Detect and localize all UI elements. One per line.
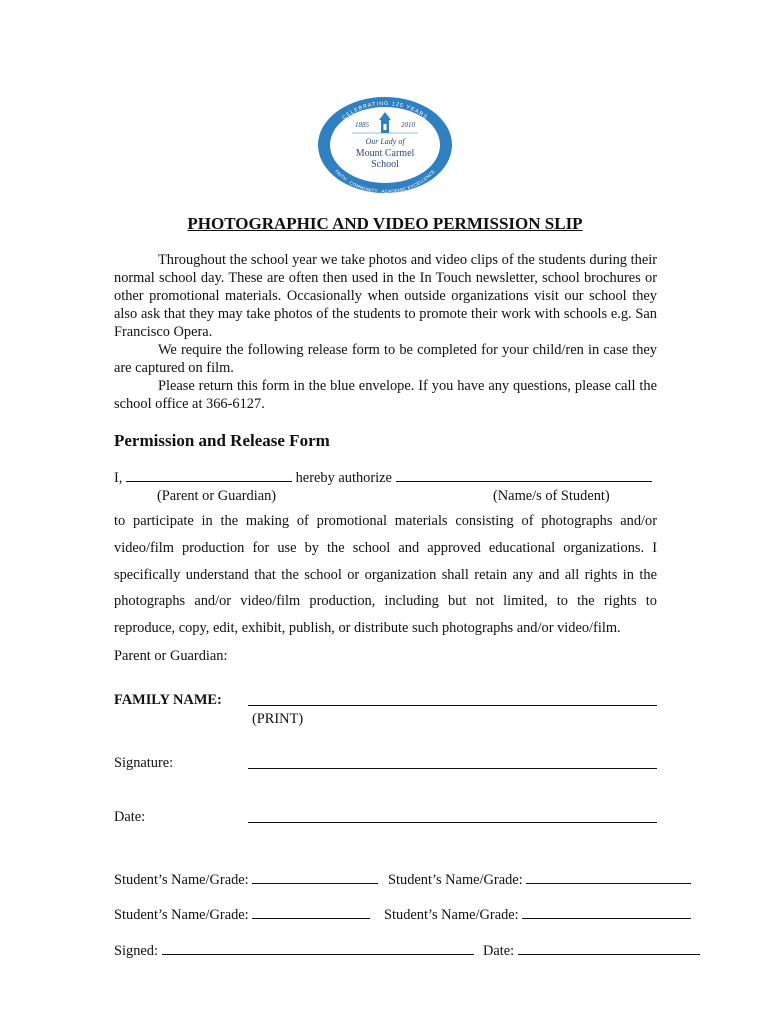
logo-line3: School (371, 159, 399, 170)
school-logo (316, 95, 454, 195)
family-name-label: FAMILY NAME: (114, 692, 222, 708)
student-row-1 (114, 871, 378, 889)
signature-label: Signature: (114, 755, 174, 771)
authorize-line (114, 469, 652, 487)
logo-ring-text-bottom: FAITH · COMMUNITY · ACADEMIC EXCELLENCE (334, 168, 436, 195)
student-grade-field-1[interactable] (252, 871, 378, 884)
student-grade-field-3[interactable] (252, 906, 370, 919)
student-caption: (Name/s of Student) (493, 488, 610, 504)
logo-year-end: 2010 (401, 121, 415, 129)
student-row-2 (114, 906, 370, 924)
intro-paragraph-3: Please return this form in the blue envelope. If you have any questions, please call the school office at 366-6127. (114, 378, 657, 412)
student-grade-field-2[interactable] (526, 871, 691, 884)
signed-row (114, 942, 474, 960)
signed-field[interactable] (162, 942, 474, 955)
student-grade-label: Student’s Name/Grade: (388, 872, 523, 888)
signed-date-row (483, 942, 700, 960)
logo-ring-text-top: CELEBRATING 125 YEARS (341, 100, 429, 122)
signed-date-label: Date: (483, 943, 515, 959)
signature-field[interactable] (248, 768, 657, 769)
logo-line2: Mount Carmel (355, 148, 415, 159)
student-grade-label: Student’s Name/Grade: (114, 907, 249, 923)
form-heading: Permission and Release Form (114, 431, 330, 450)
parent-caption: (Parent or Guardian) (157, 488, 277, 504)
student-grade-label: Student’s Name/Grade: (114, 872, 249, 888)
parent-guardian-label: Parent or Guardian: (114, 648, 228, 664)
signed-label: Signed: (114, 943, 158, 959)
student-row-2b (384, 906, 691, 924)
date-field[interactable] (248, 822, 657, 823)
authorize-label: hereby authorize (295, 470, 392, 486)
signed-date-field[interactable] (518, 942, 700, 955)
page-title: PHOTOGRAPHIC AND VIDEO PERMISSION SLIP (187, 214, 583, 233)
date-label: Date: (114, 809, 146, 825)
student-grade-field-4[interactable] (522, 906, 691, 919)
student-names-blank[interactable] (396, 469, 652, 482)
intro-paragraph-2: We require the following release form to be completed for your child/ren in case they are captured on film. (114, 342, 657, 376)
intro-paragraph-1: Throughout the school year we take photos and video clips of the students during their normal school day. These are often then used in the In Touch newsletter, school brochures or other promotional materials. Occasionally when outside organizations visit our school they also ask that they may take photos of the students to promote their work with schools e.g. San Francisco Opera. (114, 252, 657, 340)
parent-name-blank[interactable] (126, 469, 292, 482)
student-row-1b (388, 871, 691, 889)
print-caption: (PRINT) (252, 711, 304, 727)
logo-year-start: 1885 (355, 121, 369, 129)
logo-line1: Our Lady of (365, 137, 405, 146)
family-name-field[interactable] (248, 705, 657, 706)
i-label: I, (114, 470, 123, 486)
release-body-text: to participate in the making of promotional materials consisting of photographs and/or video/film production for use by the school and approved educational organizations. I specifically understand that the school or organization shall retain any and all rights in the photographs and/or video/film production, including but not limited, to the rights to reproduce, copy, edit, exhibit, publish, or distribute such photographs and/or video/film. (114, 513, 657, 637)
student-grade-label: Student’s Name/Grade: (384, 907, 519, 923)
